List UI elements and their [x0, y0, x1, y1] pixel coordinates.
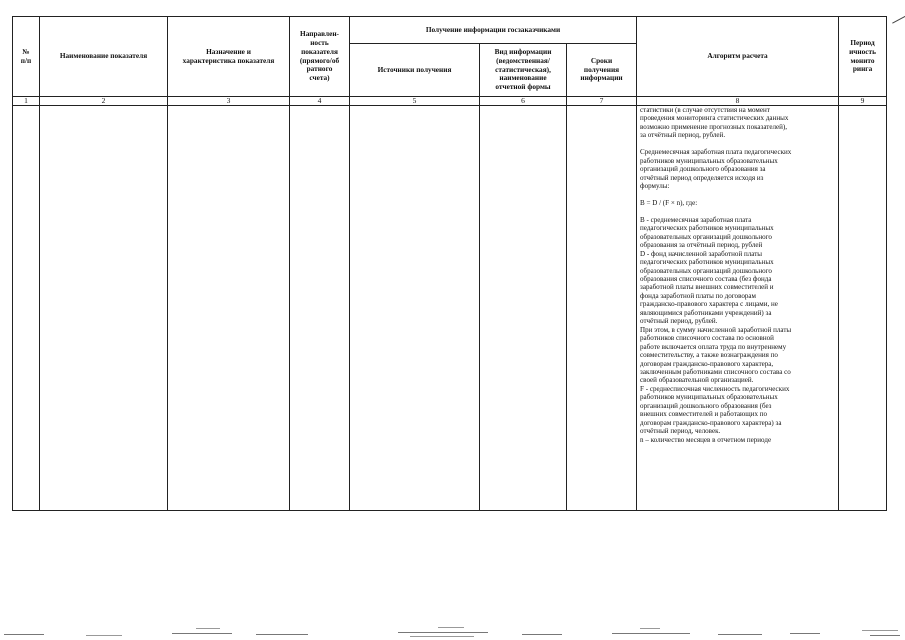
cell-sources — [350, 106, 480, 511]
scan-artifact — [870, 635, 900, 636]
header-sources: Источники получения — [350, 44, 480, 97]
header-period: Период ичность монито ринга — [839, 17, 887, 97]
header-info-group: Получение информации госзаказчиками — [350, 17, 637, 44]
algorithm-paragraph-2: Среднемесячная заработная плата педагогических работников муниципальных образовательных организаций дошкольного образования за отчётный период определяется исходя из формулы: — [640, 148, 792, 191]
scan-artifact — [172, 633, 232, 634]
scan-artifact — [718, 634, 762, 635]
cell-name — [40, 106, 168, 511]
algorithm-paragraph-1: статистики (в случае отсутствия на момент проведения мониторинга статистических данных возможно применение прогнозных показателей), за отчётный период, рублей. — [640, 106, 789, 140]
indicator-table — [12, 16, 887, 511]
scan-artifact — [640, 628, 660, 629]
scan-footer-noise — [0, 618, 905, 640]
header-algorithm: Алгоритм расчета — [637, 17, 839, 97]
header-info-type: Вид информации (ведомственная/ статистическая), наименование отчетной формы — [480, 44, 567, 97]
header-purpose: Назначение и характеристика показателя — [168, 17, 290, 97]
header-deadlines: Сроки получения информации — [567, 44, 637, 97]
cell-direction — [290, 106, 350, 511]
scan-artifact — [196, 628, 220, 629]
scan-artifact — [256, 634, 308, 635]
column-number-4: 4 — [290, 97, 350, 106]
column-number-6: 6 — [480, 97, 567, 106]
page-corner-mark — [886, 0, 905, 24]
column-number-2: 2 — [40, 97, 168, 106]
scan-artifact — [790, 633, 820, 634]
scan-artifact — [86, 635, 122, 636]
cell-info-type — [480, 106, 567, 511]
cell-algorithm — [637, 106, 839, 511]
column-number-3: 3 — [168, 97, 290, 106]
header-num: № п/п — [13, 17, 40, 97]
column-number-8: 8 — [637, 97, 839, 106]
paragraph-gap — [640, 191, 834, 199]
cell-deadlines — [567, 106, 637, 511]
scan-artifact — [410, 636, 474, 637]
header-name: Наименование показателя — [40, 17, 168, 97]
scan-artifact — [438, 627, 464, 628]
algorithm-definitions: B - среднемесячная заработная плата педагогических работников муниципальных образовательных организаций дошкольного образования за отчётный период, рублей D - фонд начисленной заработной платы педагогических работников муниципальных образовательных организаций дошкольного образования списочного состава (без фонда заработной платы внешних совместителей и фонда заработной платы по договорам гражданско-правового характера с лицами, не являющимися работниками учреждений) за отчётный период, рублей. При этом, в сумму начисленной заработной платы работников списочного состава по основной работе включается оплата труда по внутреннему совместительству, а также вознаграждения по договорам гражданско-правового характера, заключенным работниками списочного состава со своей образовательной организацией. F - среднесписочная численность педагогических работников муниципальных образовательных организаций дошкольного образования (без внешних совместителей и работающих по договорам гражданско-правового характера) за отчётный период, человек. n – количество месяцев в отчетном периоде — [640, 215, 792, 444]
cell-num — [13, 106, 40, 511]
header-direction: Направлен- ность показателя (прямого/об ратного счета) — [290, 17, 350, 97]
cell-period — [839, 106, 887, 511]
scan-artifact — [398, 632, 488, 633]
paragraph-gap — [640, 207, 834, 215]
algorithm-text — [637, 106, 838, 510]
column-number-7: 7 — [567, 97, 637, 106]
scan-artifact — [522, 634, 562, 635]
paragraph-gap — [640, 140, 834, 148]
scan-artifact — [612, 633, 690, 634]
column-number-1: 1 — [13, 97, 40, 106]
cell-purpose — [168, 106, 290, 511]
column-number-9: 9 — [839, 97, 887, 106]
scan-artifact — [4, 634, 44, 635]
scan-artifact — [862, 630, 898, 631]
column-number-5: 5 — [350, 97, 480, 106]
algorithm-formula: B = D / (F × n), где: — [640, 198, 698, 207]
